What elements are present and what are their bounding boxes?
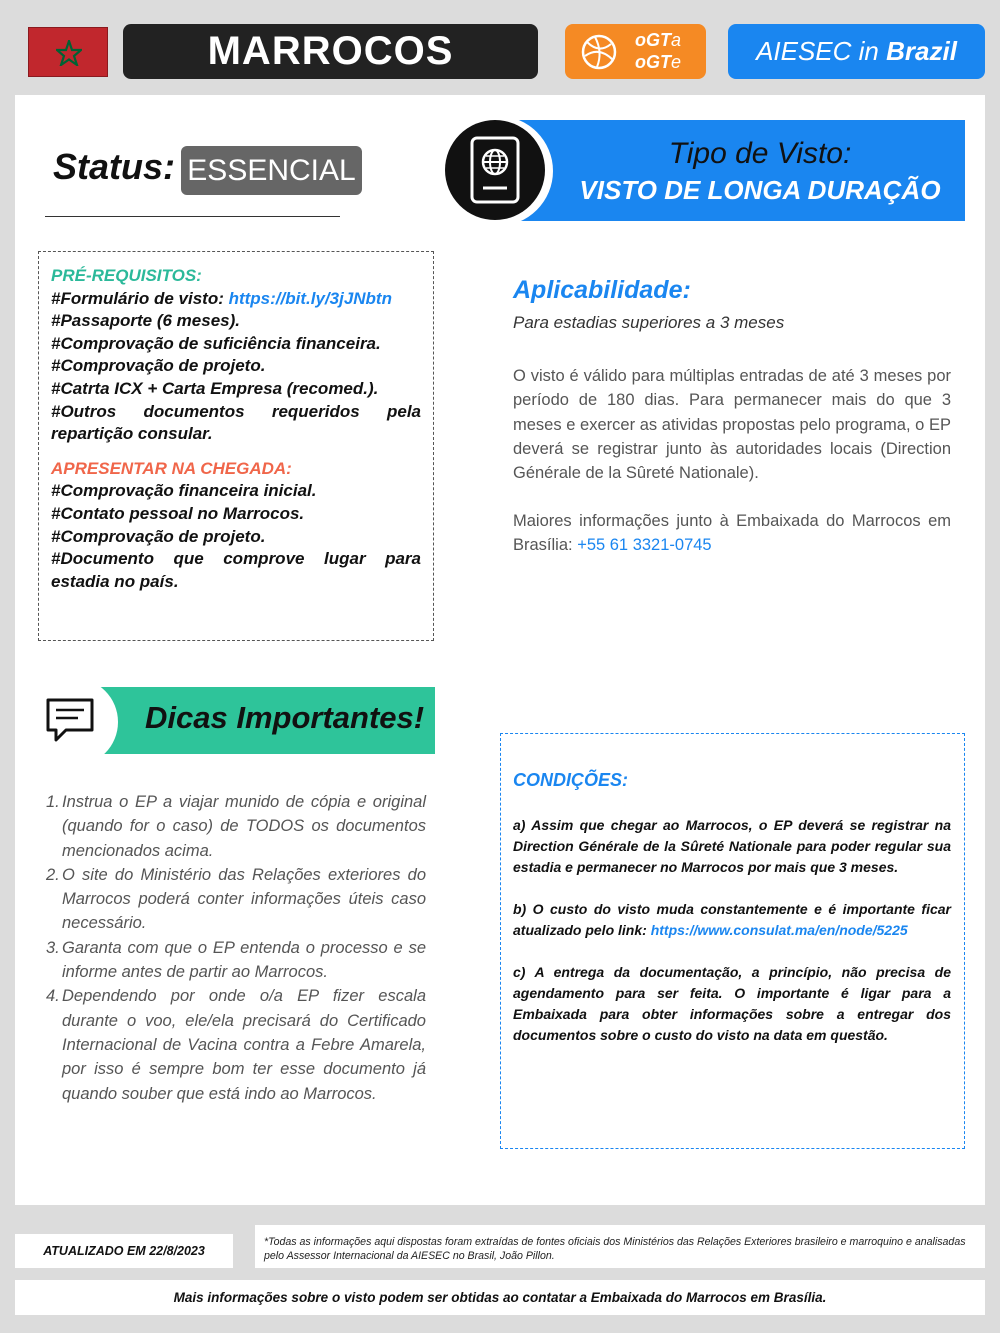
applicability-title: Aplicabilidade: [513,276,691,304]
list-item: #Comprovação de projeto. [51,526,266,546]
list-item: #Comprovação financeira inicial. [51,481,317,501]
list-item: #Comprovação de projeto. [51,356,266,376]
condition-c: c) A entrega da documentação, a princípio, não precisa de agendamento para ser feita. O importante é ligar para a Embaixada para obter informações sobre a entregar dos documentos sobre o custo do visto na data em questão. [513,964,951,1043]
form-item: #Formulário de visto: https://bit.ly/3jJNbtn [51,288,392,308]
arrival-heading: APRESENTAR NA CHEGADA: [51,458,292,478]
condition-a: a) Assim que chegar ao Marrocos, o EP deverá se registrar na Direction Générale de la Sûreté Nationale para poder regular sua estadia e permanecer no Marrocos por mais que 3 meses. [513,817,951,875]
status-badge: ESSENCIAL [181,146,362,195]
star-icon [56,40,82,66]
applicability-subtitle: Para estadias superiores a 3 meses [513,313,785,332]
list-item: #Contato pessoal no Marrocos. [51,503,305,523]
list-item: 3. Garanta com que o EP entenda o processo e se informe antes de partir ao Marrocos. [46,938,426,982]
list-item: #Comprovação de suficiência financeira. [51,333,381,353]
requirements-list [51,265,421,593]
list-item: #Outros documentos requeridos pela repartição consular. [51,401,421,444]
condition-b: b) O custo do visto muda constantemente e é importante ficar atualizado pelo link: https://www.consulat.ma/en/node/5225 [513,901,951,938]
requirements-heading: PRÉ-REQUISITOS: [51,266,202,285]
chat-icon [30,678,118,766]
embassy-phone[interactable]: +55 61 3321-0745 [577,536,712,555]
ogt-logo [565,24,706,79]
visa-title: Tipo de Visto: [668,137,852,170]
globe-icon [577,32,625,72]
passport-icon [445,120,545,220]
list-item: #Passaporte (6 meses). [51,311,240,331]
list-item: #Documento que comprove lugar para estadia no país. [51,549,421,591]
source-note: *Todas as informações aqui dispostas foram extraídas de fontes oficiais dos Ministérios das Relações Exteriores brasileiro e marroquino e analisadas pelo Assessor Internacional da AIESEC no Brasil, João Pillon. [255,1225,985,1268]
list-item: 4. Dependendo por onde o/a EP fizer escala durante o voo, ele/ela precisará do Certificado Internacional de Vacina contra a Febre Amarela, por isso é sempre bom ter esse documento já quando souber que está indo ao Marrocos. [46,987,426,1103]
tips-title: Dicas Importantes! [145,700,425,735]
list-item: #Catrta ICX + Carta Empresa (recomed.). [51,378,379,398]
status-label: Status: [53,146,176,187]
ogt-text: oGTa oGTe [635,30,682,72]
list-item: 2. O site do Ministério das Relações exteriores do Marrocos poderá conter informações úteis caso necessário. [46,865,426,933]
visa-type: VISTO DE LONGA DURAÇÃO [579,175,941,205]
bottom-note: Mais informações sobre o visto podem ser obtidas ao contatar a Embaixada do Marrocos em Brasília. [15,1280,985,1315]
aiesec-brand: AIESEC in Brazil [728,24,985,79]
applicability-body: O visto é válido para múltiplas entradas de até 3 meses por período de 180 dias. Para permanecer mais do que 3 meses e exercer as atividas propostas pelo programa, o EP deverá se registrar junto às autoridades locais (Direction Générale de la Sûreté Nationale). [513,367,951,483]
form-link[interactable]: https://bit.ly/3jJNbtn [228,288,392,308]
morocco-flag-icon [28,27,108,77]
divider [45,216,340,217]
updated-date: ATUALIZADO EM 22/8/2023 [15,1234,233,1268]
tips-list [46,790,426,1106]
consulate-link[interactable]: https://www.consulat.ma/en/node/5225 [650,922,908,938]
conditions-title: CONDIÇÕES: [513,770,629,790]
embassy-info: Maiores informações junto à Embaixada do Marrocos em Brasília: +55 61 3321-0745 [513,512,951,555]
conditions-body [513,815,951,1067]
list-item: 1. Instrua o EP a viajar munido de cópia e original (quando for o caso) de TODOS os documentos mencionados acima. [46,793,426,860]
country-title: MARROCOS [123,24,538,79]
